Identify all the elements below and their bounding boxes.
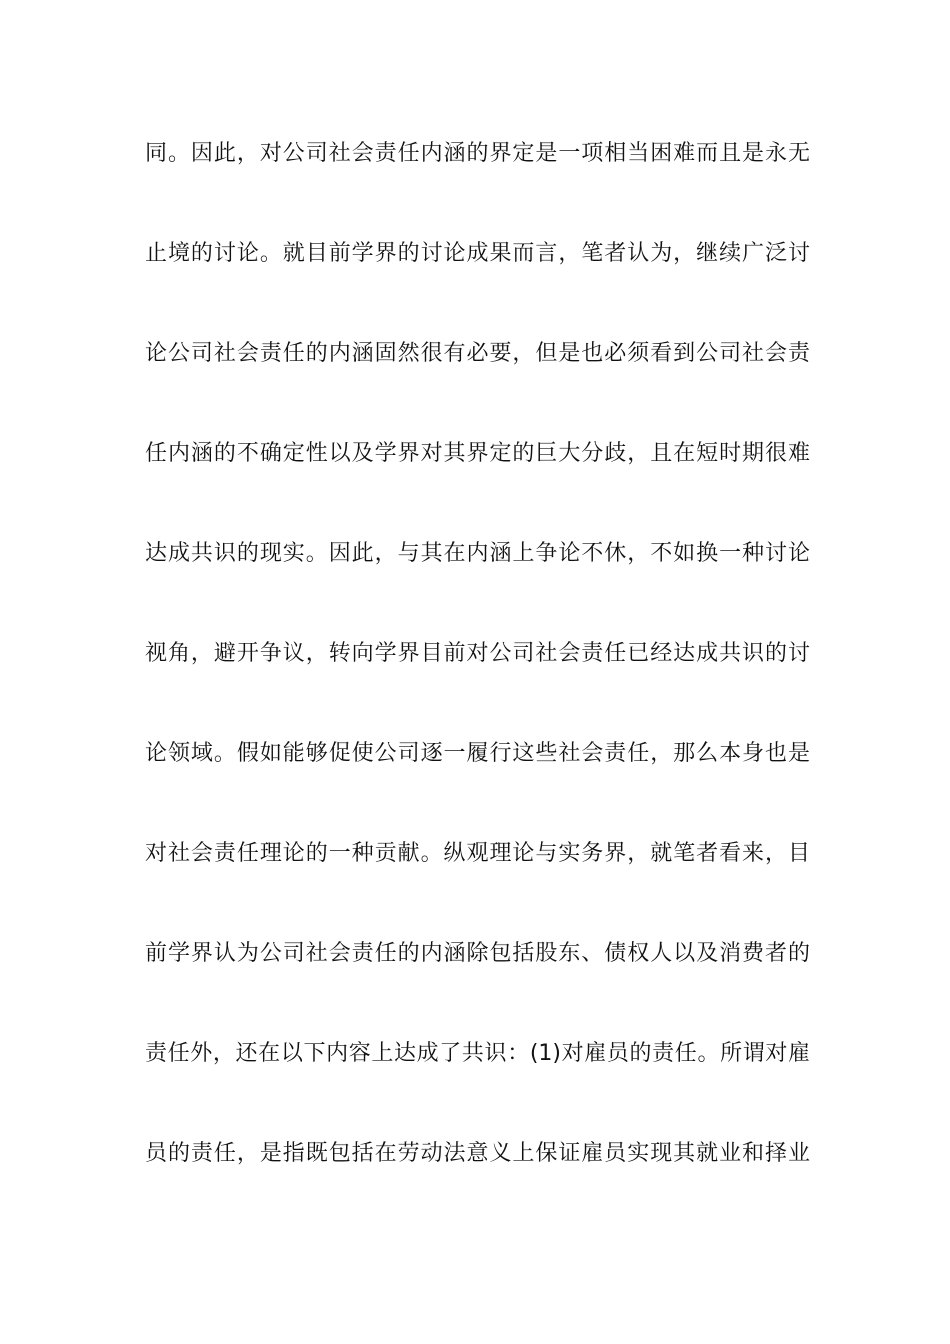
text-line-11: 员的责任，是指既包括在劳动法意义上保证雇员实现其就业和择业 xyxy=(145,1141,810,1166)
text-line-6: 视角，避开争议，转向学界目前对公司社会责任已经达成共识的讨 xyxy=(145,641,810,666)
text-line-5: 达成共识的现实。因此，与其在内涵上争论不休，不如换一种讨论 xyxy=(145,541,810,566)
text-line-9: 前学界认为公司社会责任的内涵除包括股东、债权人以及消费者的 xyxy=(145,941,810,966)
text-line-3: 论公司社会责任的内涵固然很有必要，但是也必须看到公司社会责 xyxy=(145,341,810,366)
text-line-4: 任内涵的不确定性以及学界对其界定的巨大分歧，且在短时期很难 xyxy=(145,441,810,466)
text-line-2: 止境的讨论。就目前学界的讨论成果而言，笔者认为，继续广泛讨 xyxy=(145,241,810,266)
text-line-7: 论领域。假如能够促使公司逐一履行这些社会责任，那么本身也是 xyxy=(145,741,810,766)
text-line-1: 同。因此，对公司社会责任内涵的界定是一项相当困难而且是永无 xyxy=(145,141,810,166)
text-line-8: 对社会责任理论的一种贡献。纵观理论与实务界，就笔者看来，目 xyxy=(145,841,810,866)
body-text xyxy=(145,134,810,1234)
text-line-10: 责任外，还在以下内容上达成了共识：(1)对雇员的责任。所谓对雇 xyxy=(145,1041,810,1066)
